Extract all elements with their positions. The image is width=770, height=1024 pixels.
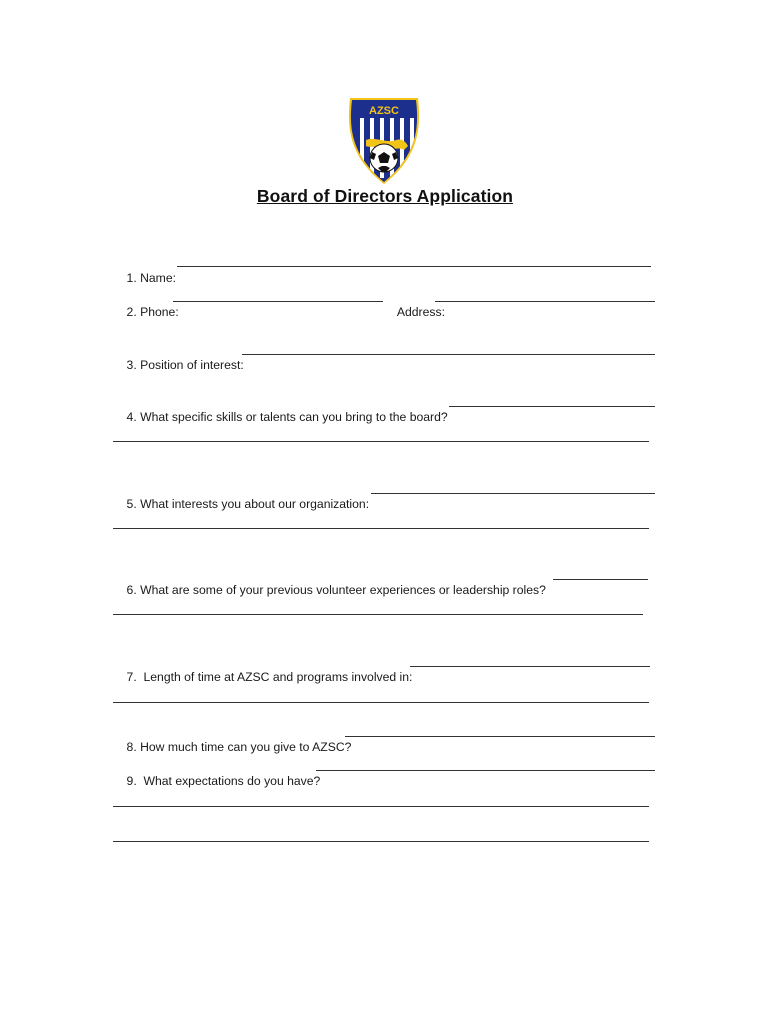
interests-label: 5. What interests you about our organization: [126, 497, 370, 511]
skills-field[interactable] [449, 405, 655, 407]
name-field[interactable] [177, 265, 651, 267]
phone-label: 2. Phone: [126, 305, 179, 319]
address-field[interactable] [435, 300, 655, 302]
expectations-field[interactable] [316, 769, 655, 771]
volunteer-field-line-2[interactable] [113, 613, 643, 615]
expectations-field-line-3[interactable] [113, 840, 649, 842]
skills-row [113, 393, 448, 441]
interests-field[interactable] [371, 492, 655, 494]
page-title: Board of Directors Application [256, 186, 514, 206]
logo-text: AZSC [369, 105, 399, 117]
expectations-row [113, 757, 320, 805]
azsc-logo [346, 96, 422, 184]
volunteer-label: 6. What are some of your previous volunteer experiences or leadership roles? [126, 583, 546, 597]
length-field[interactable] [410, 665, 650, 667]
skills-field-line-2[interactable] [113, 440, 649, 442]
expectations-label: 9. What expectations do you have? [126, 774, 321, 788]
interests-row [113, 480, 369, 528]
position-label: 3. Position of interest: [126, 358, 244, 372]
phone-field[interactable] [173, 300, 383, 302]
address-row [384, 288, 445, 336]
length-field-line-2[interactable] [113, 701, 649, 703]
position-field[interactable] [242, 353, 655, 355]
skills-label: 4. What specific skills or talents can you bring to the board? [126, 410, 448, 424]
address-label: Address: [396, 305, 445, 319]
length-label: 7. Length of time at AZSC and programs involved in: [126, 670, 413, 684]
length-row [113, 653, 412, 701]
time-label: 8. How much time can you give to AZSC? [126, 740, 352, 754]
position-row [113, 341, 244, 389]
volunteer-field[interactable] [553, 578, 648, 580]
time-field[interactable] [345, 735, 655, 737]
interests-field-line-2[interactable] [113, 527, 649, 529]
expectations-field-line-2[interactable] [113, 805, 649, 807]
volunteer-row [113, 566, 546, 614]
name-label: 1. Name: [126, 271, 176, 285]
phone-row [113, 288, 179, 336]
